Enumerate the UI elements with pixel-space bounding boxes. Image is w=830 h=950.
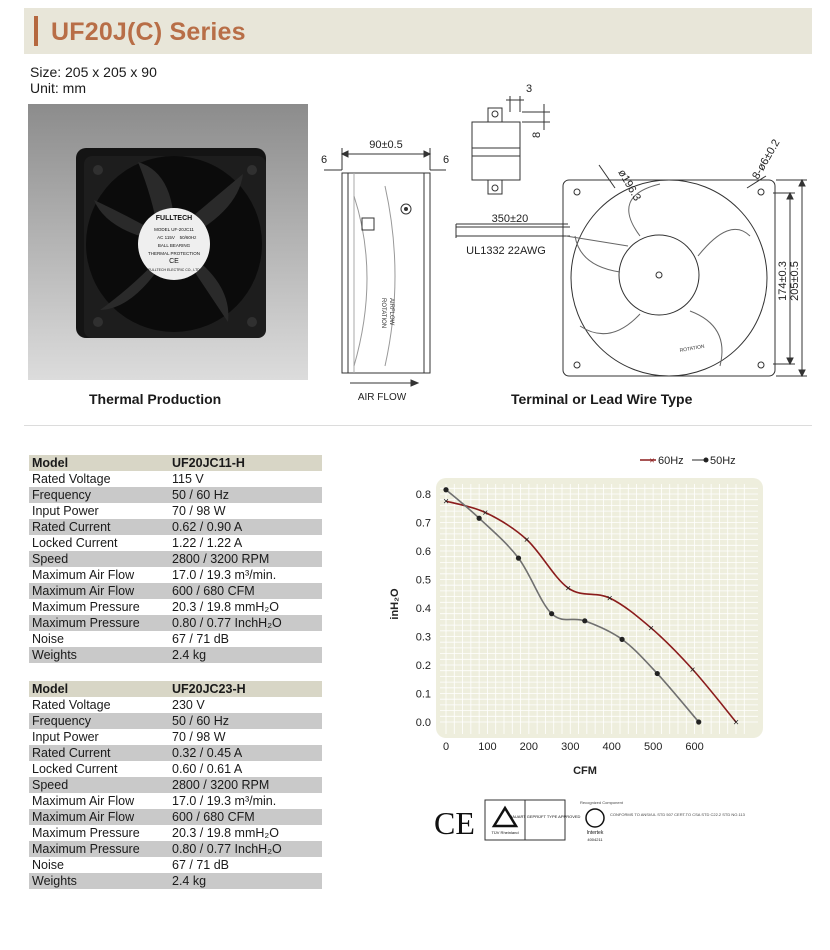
- caption-terminal: Terminal or Lead Wire Type: [511, 391, 693, 407]
- data-point-50Hz: [549, 611, 554, 616]
- side-arrow-text-1: AIRFLOW: [388, 298, 394, 326]
- data-point-50Hz: [516, 556, 521, 561]
- dim-terminal-w: 3: [526, 83, 533, 95]
- data-point-50Hz: [582, 618, 587, 623]
- header-accent-bar: [34, 16, 38, 46]
- row-value: 1.22 / 1.22 A: [169, 535, 322, 551]
- row-label: Maximum Pressure: [29, 841, 169, 857]
- data-point-50Hz: [477, 516, 482, 521]
- row-label: Input Power: [29, 503, 169, 519]
- legend-marker-60hz: ×: [649, 455, 655, 466]
- row-label: Maximum Pressure: [29, 599, 169, 615]
- row-label: Weights: [29, 647, 169, 663]
- fan-ring: [571, 180, 767, 376]
- row-label: Weights: [29, 873, 169, 889]
- row-value: 0.80 / 0.77 InchH₂O: [169, 841, 322, 857]
- size-info: [30, 64, 157, 96]
- header-model-label: Model: [29, 455, 169, 471]
- caption-thermal: Thermal Production: [89, 391, 222, 407]
- dim-width: 90±0.5: [369, 139, 403, 151]
- row-value: 0.80 / 0.77 InchH₂O: [169, 615, 322, 631]
- x-axis-label: CFM: [573, 765, 597, 777]
- row-value: 600 / 680 CFM: [169, 583, 322, 599]
- ul-text: CONFORMS TO ANSI/UL STD 507 CERT.TO CSA STD C22.2 STD NO.113: [610, 812, 745, 817]
- etl-mark: [586, 809, 604, 827]
- dim-frame-size: 205±0.5: [789, 261, 801, 301]
- x-tick-label: 0: [442, 741, 450, 753]
- row-value: 67 / 71 dB: [169, 631, 322, 647]
- row-value: 2.4 kg: [169, 873, 322, 889]
- table-row: [29, 809, 322, 825]
- data-point-50Hz: [619, 637, 624, 642]
- label-protection: THERMAL PROTECTION: [147, 251, 201, 256]
- table-row: [29, 697, 322, 713]
- side-view-outline: [342, 173, 430, 373]
- front-rotation-text: ROTATION: [679, 343, 706, 354]
- page-title: UF20J(C) Series: [51, 18, 246, 46]
- row-label: Maximum Air Flow: [29, 793, 169, 809]
- row-label: Input Power: [29, 729, 169, 745]
- dim-mount-holes: 8-ø6±0.2: [750, 137, 783, 182]
- row-label: Speed: [29, 777, 169, 793]
- row-label: Speed: [29, 551, 169, 567]
- dim-terminal-h: 8: [531, 131, 543, 138]
- dim-side-right: 6: [442, 154, 450, 166]
- row-value: 0.62 / 0.90 A: [169, 519, 322, 535]
- row-label: Maximum Pressure: [29, 825, 169, 841]
- front-view-outline: [563, 180, 775, 376]
- table-row: [29, 631, 322, 647]
- data-point-60Hz: ×: [523, 535, 530, 547]
- x-tick-label: 600: [685, 741, 704, 753]
- table-row: [29, 599, 322, 615]
- row-label: Rated Voltage: [29, 471, 169, 487]
- y-tick-label: 0.6: [415, 546, 431, 558]
- x-tick-label: 400: [602, 741, 621, 753]
- row-label: Locked Current: [29, 535, 169, 551]
- unit-text: Unit: mm: [30, 80, 86, 96]
- label-maker: FULLTECH ELECTRIC CO., LTD: [148, 268, 200, 272]
- row-value: 230 V: [169, 697, 322, 713]
- table-row: [29, 777, 322, 793]
- row-label: Maximum Air Flow: [29, 583, 169, 599]
- table-row: [29, 519, 322, 535]
- label-model: MODEL UF-20JC11: [154, 227, 194, 232]
- label-bearing: BALL BEARING: [157, 243, 191, 248]
- spec-table-uf20jc11: [29, 455, 322, 663]
- table-row: [29, 487, 322, 503]
- table-row: [29, 857, 322, 873]
- label-brand: FULLTECH: [155, 215, 193, 222]
- data-point-50Hz: [696, 719, 701, 724]
- data-point-60Hz: ×: [689, 664, 696, 676]
- row-value: 17.0 / 19.3 m³/min.: [169, 793, 322, 809]
- row-value: 2800 / 3200 RPM: [169, 777, 322, 793]
- table-row: [29, 503, 322, 519]
- header-model-value: UF20JC11-H: [169, 455, 322, 471]
- y-ticks: [416, 489, 431, 729]
- page-header: [24, 8, 812, 54]
- y-axis-label: inH₂O: [389, 588, 401, 620]
- wire-spec: UL1332 22AWG: [466, 245, 546, 257]
- dim-wire-length: 350±20: [491, 213, 529, 225]
- row-value: 115 V: [169, 471, 322, 487]
- row-value: 67 / 71 dB: [169, 857, 322, 873]
- dim-hole-circle: ø196.3: [615, 167, 643, 204]
- data-point-60Hz: ×: [565, 583, 572, 595]
- label-voltage: AC 115V: [157, 235, 175, 240]
- x-tick-label: 100: [478, 741, 497, 753]
- y-tick-label: 0.2: [415, 660, 431, 672]
- airflow-label: AIR FLOW: [357, 392, 407, 403]
- label-freq: 50/60Hz: [179, 235, 197, 240]
- y-tick-label: 0.1: [415, 688, 431, 701]
- table-row: [29, 793, 322, 809]
- table-header-row: [29, 455, 322, 471]
- table-header-row: [29, 681, 322, 697]
- row-value: 2800 / 3200 RPM: [169, 551, 322, 567]
- y-tick-label: 0.4: [415, 603, 431, 615]
- legend-marker-50hz: [704, 458, 709, 463]
- y-tick-label: 0.3: [415, 631, 431, 644]
- terminal-box: [472, 122, 520, 180]
- row-label: Maximum Air Flow: [29, 809, 169, 825]
- row-label: Frequency: [29, 487, 169, 503]
- divider: [24, 425, 812, 426]
- data-point-60Hz: ×: [733, 717, 739, 729]
- header-model-value: UF20JC23-H: [169, 681, 322, 697]
- data-point-50Hz: [443, 487, 448, 492]
- y-tick-label: 0.8: [415, 489, 431, 501]
- data-point-60Hz: ×: [606, 593, 613, 605]
- tuv-text: TÜV Rheinland: [491, 830, 519, 835]
- row-value: 70 / 98 W: [169, 729, 322, 745]
- row-value: 0.60 / 0.61 A: [169, 761, 322, 777]
- spec-table-uf20jc23: [29, 681, 322, 889]
- table-row: [29, 567, 322, 583]
- table-row: [29, 825, 322, 841]
- row-label: Locked Current: [29, 761, 169, 777]
- legend-label-60hz: 60Hz: [658, 455, 684, 467]
- row-label: Rated Current: [29, 745, 169, 761]
- row-label: Maximum Pressure: [29, 615, 169, 631]
- certification-logos: [430, 796, 745, 848]
- x-tick-label: 200: [519, 741, 539, 753]
- table-row: [29, 841, 322, 857]
- legend: [640, 455, 736, 467]
- row-value: 0.32 / 0.45 A: [169, 745, 322, 761]
- table-row: [29, 729, 322, 745]
- row-value: 600 / 680 CFM: [169, 809, 322, 825]
- label-ce: CE: [169, 258, 179, 265]
- row-label: Noise: [29, 631, 169, 647]
- row-value: 20.3 / 19.8 mmH₂O: [169, 825, 322, 841]
- row-value: 70 / 98 W: [169, 503, 322, 519]
- y-tick-label: 0.7: [415, 517, 431, 530]
- ul-header: Recognized Component: [580, 800, 623, 805]
- dim-side-left: 6: [320, 154, 328, 166]
- row-label: Noise: [29, 857, 169, 873]
- y-tick-label: 0.0: [415, 717, 431, 729]
- row-value: 20.3 / 19.8 mmH₂O: [169, 599, 322, 615]
- row-label: Rated Current: [29, 519, 169, 535]
- side-arrow-text-2: ROTATION: [380, 298, 386, 329]
- ce-mark: CE: [434, 805, 475, 841]
- table-row: [29, 535, 322, 551]
- row-value: 50 / 60 Hz: [169, 713, 322, 729]
- table-row: [29, 873, 322, 889]
- dim-hole-pitch: 174±0.3: [777, 261, 789, 301]
- table-row: [29, 647, 322, 663]
- table-row: [29, 551, 322, 567]
- row-label: Rated Voltage: [29, 697, 169, 713]
- table-row: [29, 615, 322, 631]
- table-row: [29, 583, 322, 599]
- row-value: 2.4 kg: [169, 647, 322, 663]
- etl-text: Intertek: [586, 830, 604, 836]
- row-label: Frequency: [29, 713, 169, 729]
- tuv-box-text: BAUART GEPRÜFT TYPE APPROVED: [509, 814, 581, 819]
- x-tick-label: 300: [561, 741, 580, 753]
- technical-drawing: [310, 76, 810, 406]
- size-text: Size: 205 x 205 x 90: [30, 64, 157, 80]
- data-point-60Hz: ×: [648, 623, 654, 635]
- row-value: 50 / 60 Hz: [169, 487, 322, 503]
- table-row: [29, 761, 322, 777]
- data-point-50Hz: [655, 671, 660, 676]
- header-model-label: Model: [29, 681, 169, 697]
- table-row: [29, 471, 322, 487]
- data-point-60Hz: ×: [443, 496, 449, 508]
- row-label: Maximum Air Flow: [29, 567, 169, 583]
- x-ticks: [443, 741, 704, 753]
- legend-label-50hz: 50Hz: [710, 455, 736, 467]
- performance-chart: [380, 444, 780, 784]
- fan-photo: [28, 104, 308, 380]
- x-tick-label: 500: [643, 741, 663, 753]
- y-tick-label: 0.5: [415, 574, 431, 587]
- row-value: 17.0 / 19.3 m³/min.: [169, 567, 322, 583]
- table-row: [29, 745, 322, 761]
- etl-number: 4004211: [587, 837, 603, 842]
- table-row: [29, 713, 322, 729]
- data-point-60Hz: ×: [482, 508, 489, 520]
